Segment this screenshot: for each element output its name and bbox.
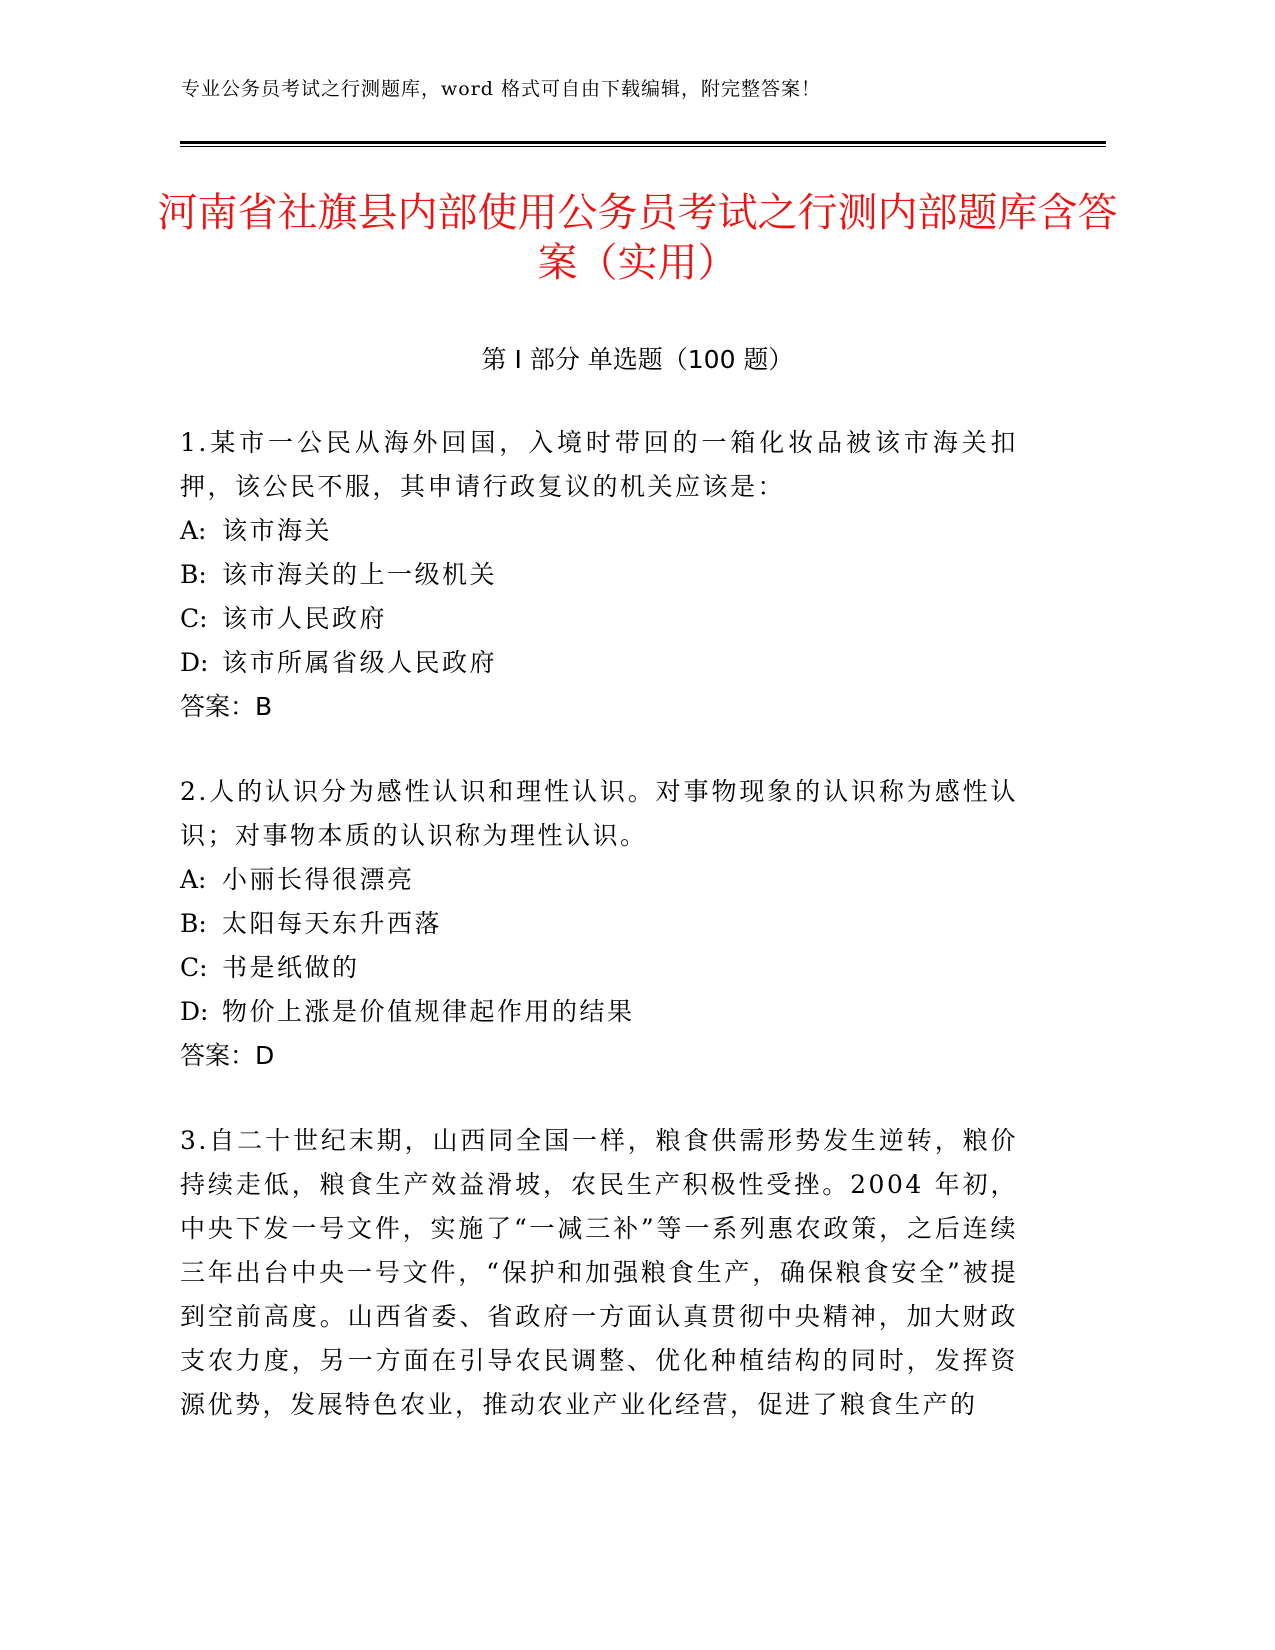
option-c xyxy=(180,597,1018,641)
option-text: 该市海关的上一级机关 xyxy=(222,560,498,589)
document-title: 河南省社旗县内部使用公务员考试之行测内部题库含答案（实用） xyxy=(157,190,1118,286)
option-b xyxy=(180,902,1018,946)
section-heading: 第 I 部分 单选题（100 题） xyxy=(481,345,794,374)
option-text: 小丽长得很漂亮 xyxy=(222,865,415,894)
option-letter: B: xyxy=(180,560,207,589)
answer-line: 答案：B xyxy=(180,692,273,721)
option-c xyxy=(180,946,1018,990)
question-1 xyxy=(180,421,1018,729)
option-text: 该市人民政府 xyxy=(222,604,388,633)
option-d xyxy=(180,990,1018,1034)
option-text: 书是纸做的 xyxy=(222,953,360,982)
option-text: 该市海关 xyxy=(222,516,333,545)
option-letter: A: xyxy=(180,516,207,545)
option-d xyxy=(180,641,1018,685)
question-stem: 2.人的认识分为感性认识和理性认识。对事物现象的认识称为感性认识；对事物本质的认识称为理性认识。 xyxy=(180,777,1018,850)
header-divider-thin xyxy=(180,146,1106,147)
option-letter: C: xyxy=(180,604,208,633)
option-a xyxy=(180,509,1018,553)
answer-line: 答案：D xyxy=(180,1041,275,1070)
option-letter: B: xyxy=(180,909,207,938)
option-b xyxy=(180,553,1018,597)
question-3 xyxy=(180,1119,1018,1427)
option-text: 物价上涨是价值规律起作用的结果 xyxy=(222,997,635,1026)
question-stem: 1.某市一公民从海外回国，入境时带回的一箱化妆品被该市海关扣押，该公民不服，其申请行政复议的机关应该是： xyxy=(180,428,1018,501)
option-a xyxy=(180,858,1018,902)
option-text: 该市所属省级人民政府 xyxy=(222,648,498,677)
option-letter: C: xyxy=(180,953,208,982)
header-divider-thick xyxy=(180,141,1106,144)
option-letter: A: xyxy=(180,865,207,894)
question-2 xyxy=(180,770,1018,1078)
question-stem: 3.自二十世纪末期，山西同全国一样，粮食供需形势发生逆转，粮价持续走低，粮食生产效益滑坡，农民生产积极性受挫。2004 年初，中央下发一号文件，实施了“一减三补”等一系列惠农政策，之后连续三年出台中央一号文件，“保护和加强粮食生产，确保粮食安全”被提到空前高度。山西省委、省政府一方面认真贯彻中央精神，加大财政支农力度，另一方面在引导农民调整、优化种植结构的同时，发挥资源优势，发展特色农业，推动农业产业化经营，促进了粮食生产的 xyxy=(180,1126,1018,1419)
header-note: 专业公务员考试之行测题库，word 格式可自由下载编辑，附完整答案！ xyxy=(181,78,821,100)
option-letter: D: xyxy=(180,648,209,677)
option-text: 太阳每天东升西落 xyxy=(222,909,443,938)
option-letter: D: xyxy=(180,997,209,1026)
